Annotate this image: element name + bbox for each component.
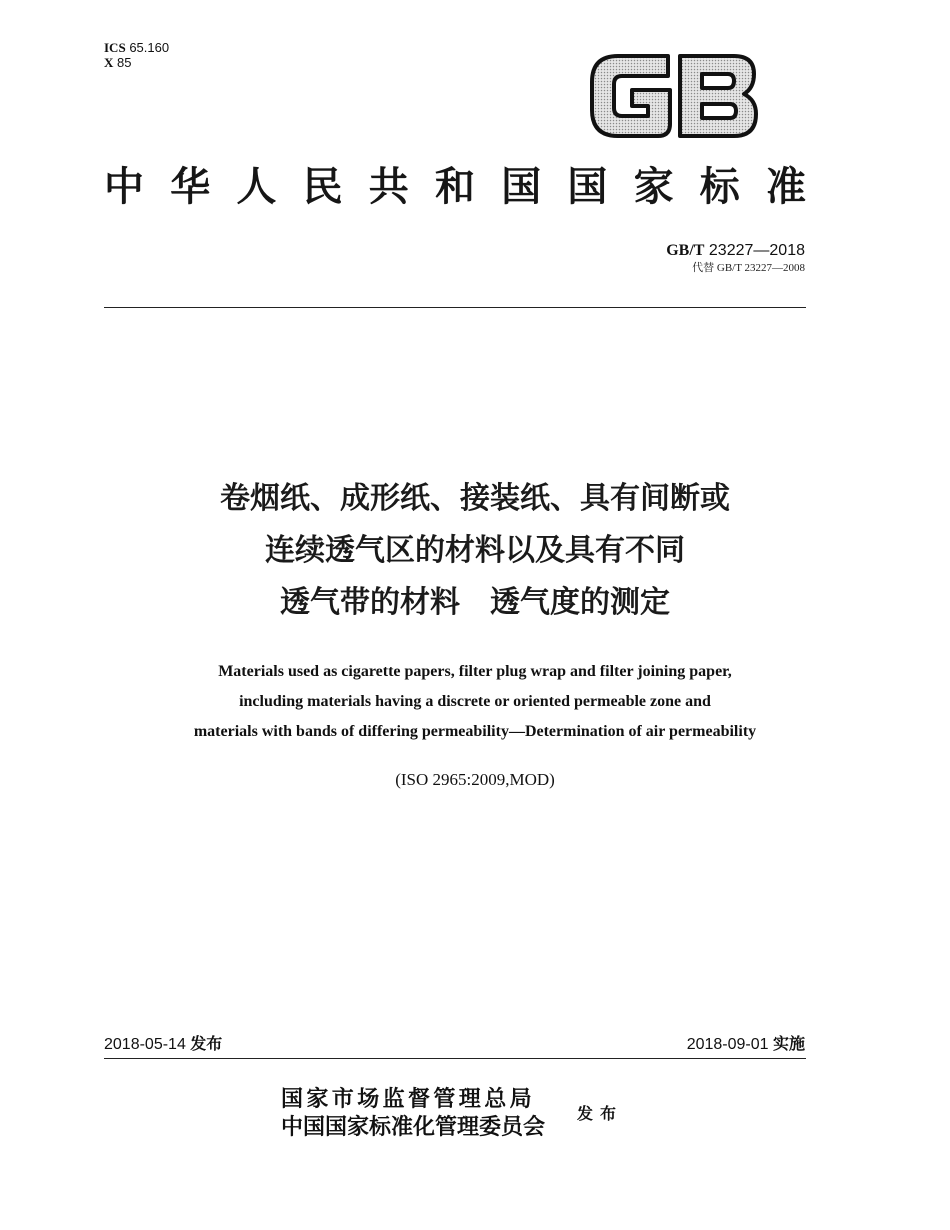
bottom-divider — [104, 1058, 806, 1059]
ics-code: 65.160 — [129, 40, 170, 55]
issue-date-value: 2018-05-14 — [104, 1036, 186, 1053]
replaces-standard: 代替 GB/T 23227—2008 — [692, 262, 805, 274]
ccs-line — [104, 55, 169, 70]
implementation-date-value: 2018-09-01 — [686, 1036, 769, 1053]
title-chinese-line-3: 透气带的材料 透气度的测定 — [280, 585, 670, 620]
title-english-line-1: Materials used as cigarette papers, filter plug wrap and filter joining paper, — [218, 663, 732, 680]
logo-letter-b — [680, 56, 756, 136]
logo-letter-g — [592, 56, 670, 136]
title-chinese-line-2: 连续透气区的材料以及具有不同 — [265, 533, 685, 568]
gb-logo — [588, 50, 760, 142]
iso-reference: (ISO 2965:2009,MOD) — [395, 770, 555, 789]
standard-code — [666, 242, 805, 260]
issue-date — [104, 1034, 222, 1055]
title-english-line-3: materials with bands of differing permeability—Determination of air permeability — [193, 723, 757, 740]
classification-codes — [104, 40, 169, 70]
national-standard-title: 中华人民共和国国家标准 — [104, 163, 808, 210]
ccs-label: X — [104, 55, 114, 70]
title-english-line-2: including materials having a discrete or oriented permeable zone and — [239, 693, 711, 710]
publisher-line-2: 中国国家标准化管理委员会 — [281, 1114, 546, 1140]
implementation-date-label: 实施 — [772, 1034, 805, 1053]
top-divider — [104, 307, 806, 308]
publish-label: 发布 — [577, 1104, 624, 1123]
standard-code-prefix: GB/T — [666, 242, 705, 259]
ics-label: ICS — [104, 40, 126, 55]
publisher — [281, 1085, 545, 1141]
ccs-code: 85 — [117, 55, 132, 70]
issue-date-label: 发布 — [190, 1034, 223, 1053]
implementation-date — [687, 1034, 805, 1055]
title-chinese — [100, 473, 850, 629]
ics-line — [104, 40, 169, 55]
title-chinese-line-1: 卷烟纸、成形纸、接装纸、具有间断或 — [220, 481, 730, 516]
publisher-line-1: 国家市场监督管理总局 — [281, 1086, 536, 1112]
standard-code-number: 23227—2018 — [708, 242, 805, 259]
title-english — [80, 657, 870, 747]
